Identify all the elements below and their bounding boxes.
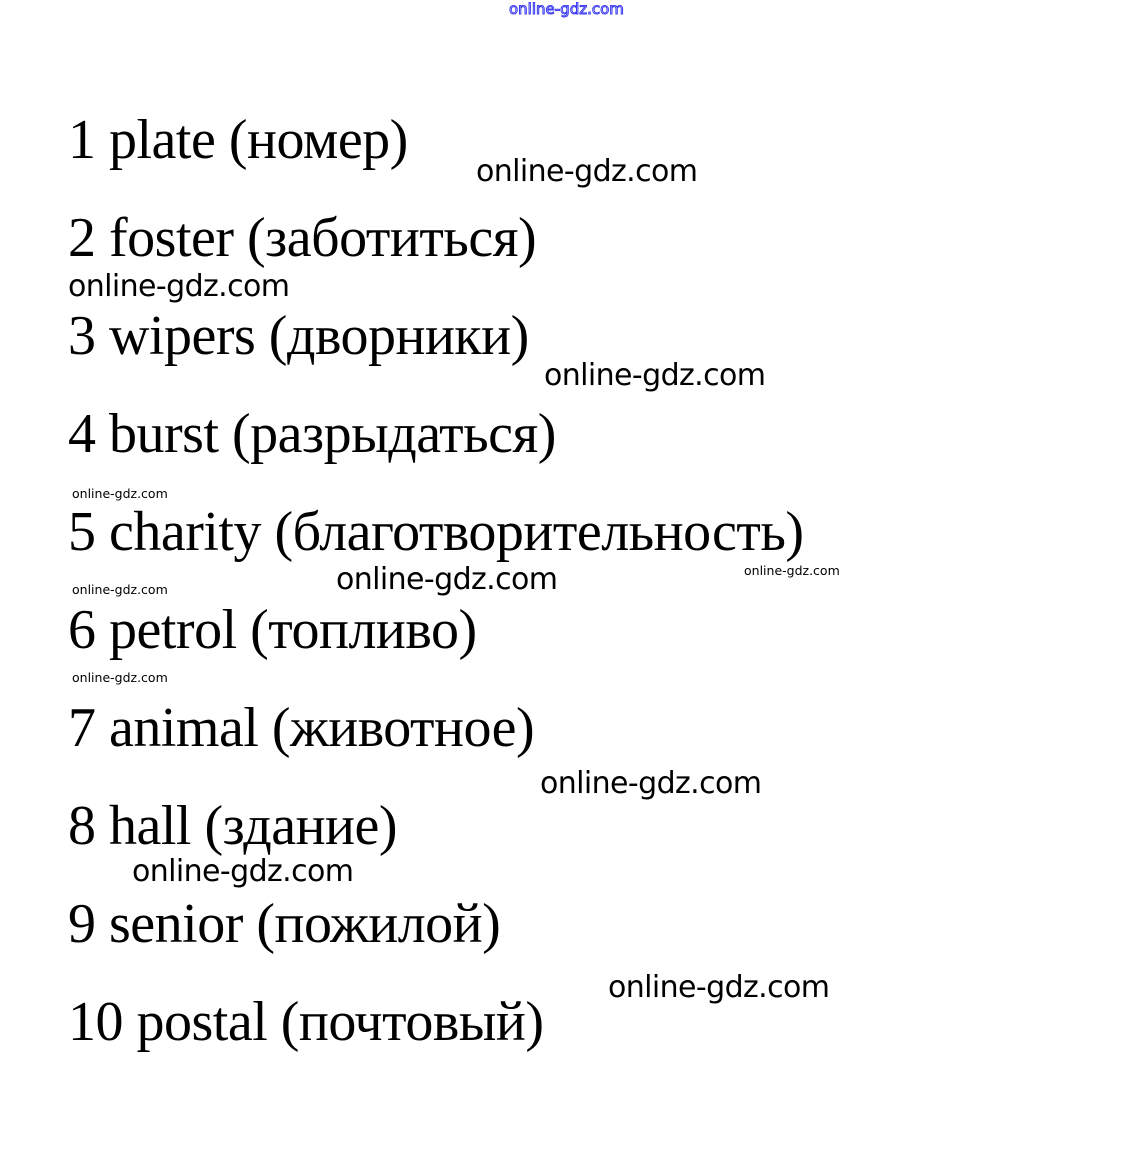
vocab-item-5: 5 charity (благотворительность)	[68, 501, 804, 563]
watermark: online-gdz.com	[544, 358, 766, 393]
watermark: online-gdz.com	[608, 970, 830, 1005]
watermark-top: online-gdz.com	[509, 0, 624, 18]
watermark: online-gdz.com	[744, 563, 840, 578]
watermark: online-gdz.com	[132, 854, 354, 889]
vocab-item-8: 8 hall (здание)	[68, 795, 398, 857]
vocab-item-4: 4 burst (разрыдаться)	[68, 403, 556, 465]
watermark: online-gdz.com	[68, 269, 290, 304]
watermark: online-gdz.com	[72, 670, 168, 685]
vocab-item-9: 9 senior (пожилой)	[68, 893, 501, 955]
vocab-item-3: 3 wipers (дворники)	[68, 305, 529, 367]
vocab-item-2: 2 foster (заботиться)	[68, 207, 537, 269]
vocab-item-10: 10 postal (почтовый)	[68, 991, 544, 1053]
watermark: online-gdz.com	[476, 154, 698, 189]
vocab-item-6: 6 petrol (топливо)	[68, 599, 477, 661]
watermark: online-gdz.com	[72, 582, 168, 597]
watermark: online-gdz.com	[72, 486, 168, 501]
watermark: online-gdz.com	[336, 562, 558, 597]
watermark: online-gdz.com	[540, 766, 762, 801]
vocab-item-7: 7 animal (животное)	[68, 697, 535, 759]
vocab-item-1: 1 plate (номер)	[68, 109, 408, 171]
